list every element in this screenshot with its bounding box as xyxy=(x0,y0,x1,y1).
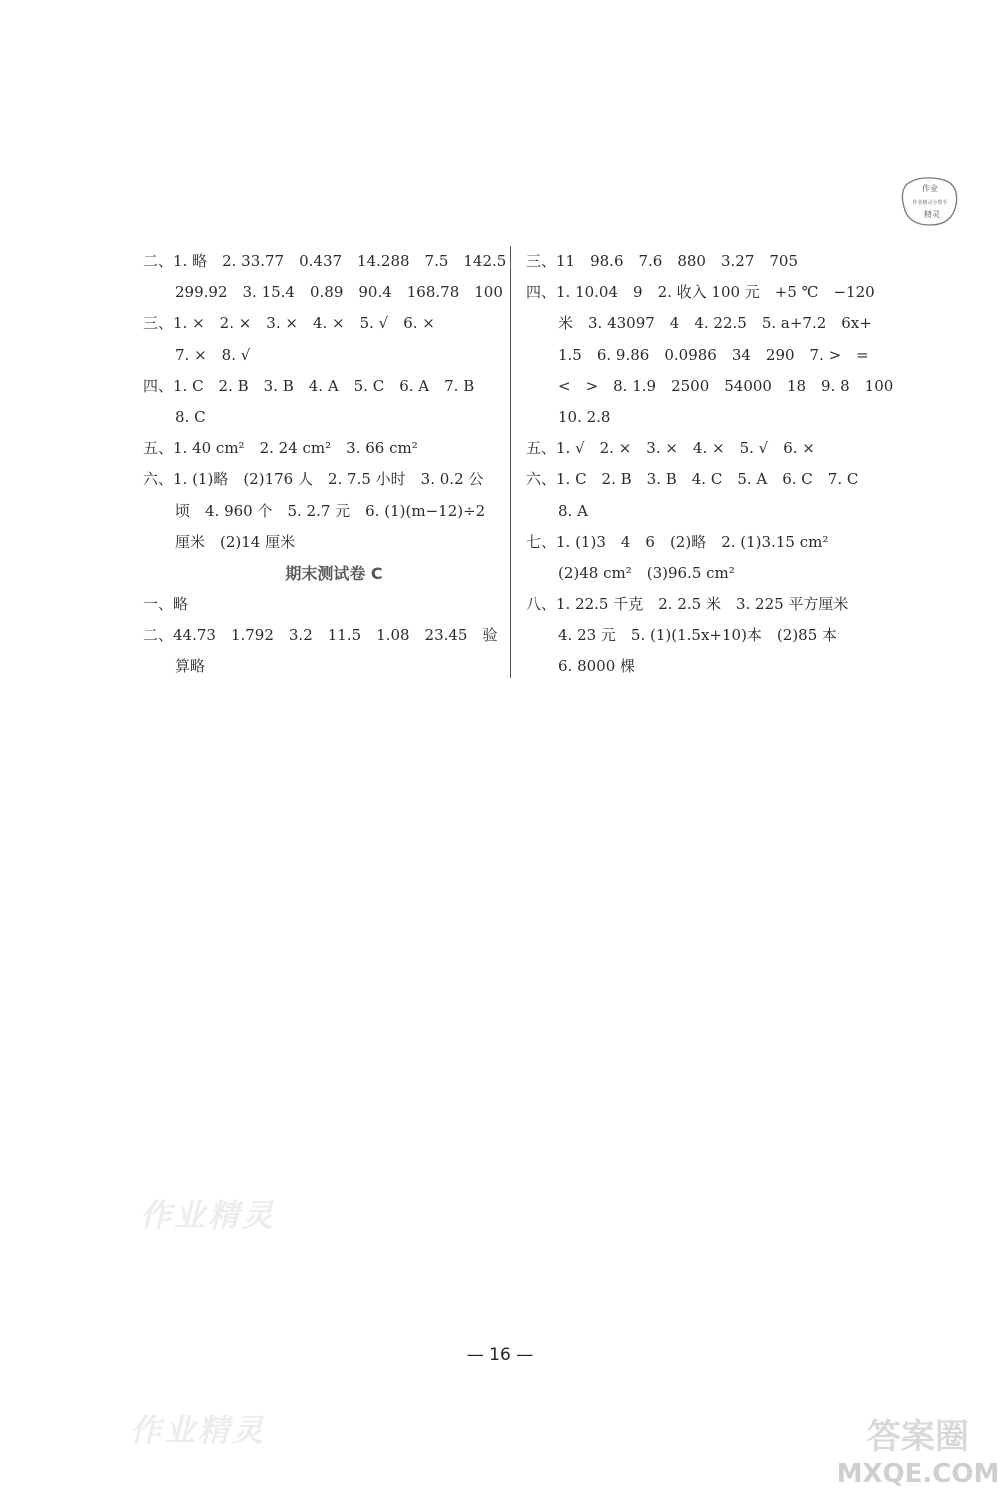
left-answer-line: 7. × 8. √ xyxy=(175,345,251,364)
right-answer-line: 8. A xyxy=(558,501,588,520)
right-answer-line: 四、1. 10.04 9 2. 收入 100 元 +5 ℃ −120 xyxy=(526,283,875,302)
left-answer-line: 二、1. 略 2. 33.77 0.437 14.288 7.5 142.5 xyxy=(143,252,507,270)
left-answer-line: 六、1. (1)略 (2)176 人 2. 7.5 小时 3. 0.2 公 xyxy=(143,470,484,489)
answer-column-left xyxy=(143,246,505,683)
left-answer-line: 299.92 3. 15.4 0.89 90.4 168.78 100 xyxy=(175,283,503,302)
right-answer-line: 五、1. √ 2. × 3. × 4. × 5. √ 6. × xyxy=(526,439,815,458)
right-answer-line: 1.5 6. 9.86 0.0986 34 290 7. > = xyxy=(558,345,869,364)
left-answer-line: 二、44.73 1.792 3.2 11.5 1.08 23.45 验 xyxy=(143,626,498,645)
right-answer-line: 4. 23 元 5. (1)(1.5x+10)本 (2)85 本 xyxy=(558,626,838,645)
left-answer-line: 三、1. × 2. × 3. × 4. × 5. √ 6. × xyxy=(143,314,435,333)
stamp-logo xyxy=(900,175,960,229)
right-answer-line: 10. 2.8 xyxy=(558,407,611,426)
right-answer-line: < > 8. 1.9 2500 54000 18 9. 8 100 xyxy=(558,376,894,395)
svg-text:作业精灵小帮手: 作业精灵小帮手 xyxy=(912,200,948,206)
right-answer-line: (2)48 cm² (3)96.5 cm² xyxy=(558,563,735,582)
svg-text:作业: 作业 xyxy=(922,184,938,193)
right-answer-line: 八、1. 22.5 千克 2. 2.5 米 3. 225 平方厘米 xyxy=(526,595,849,614)
left-answer-line: 算略 xyxy=(175,657,206,676)
svg-text:答案圈: 答案圈 xyxy=(867,1417,969,1457)
section-heading: 期末测试卷 C xyxy=(285,563,383,583)
answer-column-right xyxy=(526,246,894,683)
column-divider xyxy=(510,246,511,678)
left-answer-line: 四、1. C 2. B 3. B 4. A 5. C 6. A 7. B xyxy=(143,376,475,395)
watermark-lower: 作业精灵 xyxy=(130,1413,266,1449)
site-logo xyxy=(800,1410,1000,1491)
right-answer-line: 米 3. 43097 4 4. 22.5 5. a+7.2 6x+ xyxy=(558,314,872,333)
svg-text:MXQE.COM: MXQE.COM xyxy=(836,1459,1000,1489)
left-answer-line: 厘米 (2)14 厘米 xyxy=(175,532,296,551)
left-answer-line: 8. C xyxy=(175,407,206,426)
left-answer-line: 一、略 xyxy=(143,595,189,614)
right-answer-line: 六、1. C 2. B 3. B 4. C 5. A 6. C 7. C xyxy=(526,470,859,489)
left-answer-line: 五、1. 40 cm² 2. 24 cm² 3. 66 cm² xyxy=(143,439,418,458)
right-answer-line: 6. 8000 棵 xyxy=(558,657,636,676)
left-answer-line: 顷 4. 960 个 5. 2.7 元 6. (1)(m−12)÷2 xyxy=(175,501,486,520)
right-answer-line: 七、1. (1)3 4 6 (2)略 2. (1)3.15 cm² xyxy=(526,532,829,551)
right-answer-line: 三、11 98.6 7.6 880 3.27 705 xyxy=(526,252,799,270)
page-number: — 16 — xyxy=(466,1345,534,1365)
svg-text:精灵: 精灵 xyxy=(924,210,940,219)
watermark-upper: 作业精灵 xyxy=(140,1198,276,1234)
